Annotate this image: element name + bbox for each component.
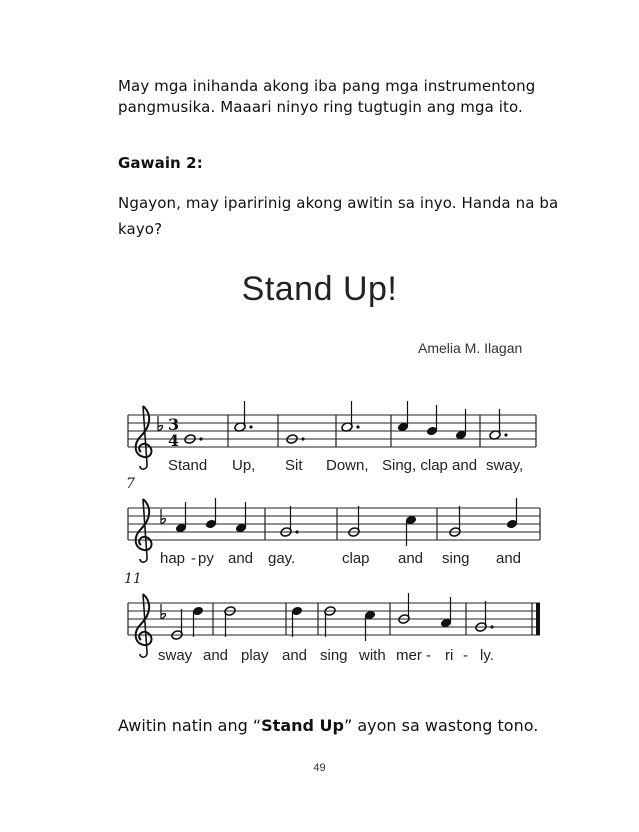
- intro-paragraph: May mga inihanda akong iba pang mga instrumentong pangmusika. Maaari ninyo ring tugtugin ang mga ito.: [118, 77, 536, 116]
- lyric: Up,: [232, 457, 256, 474]
- lyric: and: [228, 550, 254, 567]
- lyric: clap: [342, 550, 370, 567]
- closing-text-before: Awitin natin ang “: [118, 716, 262, 735]
- lyric: -: [463, 647, 468, 664]
- lyric: and: [282, 647, 308, 664]
- closing-text-after: ” ayon sa wastong tono.: [343, 716, 539, 735]
- lyric: Sit: [285, 457, 303, 474]
- closing-song-name: Stand Up: [261, 716, 344, 735]
- lyric: with: [359, 647, 386, 664]
- lyric: sing: [320, 647, 348, 664]
- page-number: 49: [313, 762, 326, 774]
- lyric: sing: [442, 550, 470, 567]
- lyric: py: [198, 550, 214, 567]
- song-composer: Amelia M. Ilagan: [418, 340, 523, 356]
- staff-system-3: [124, 571, 540, 664]
- staff-system-2: [126, 476, 540, 567]
- measure-number: 11: [124, 571, 142, 587]
- lyric: sway: [158, 647, 193, 664]
- lyric: gay.: [268, 550, 296, 567]
- lyric: hap: [160, 550, 186, 567]
- lyric: sway,: [486, 457, 524, 474]
- lyric: and: [203, 647, 229, 664]
- lyric: -: [426, 647, 431, 664]
- lyric: ly.: [480, 647, 494, 664]
- lyric: -: [191, 550, 196, 567]
- lyric: and: [496, 550, 522, 567]
- time-signature-bottom: 4: [168, 431, 180, 450]
- lyric: ri: [445, 647, 454, 664]
- question-paragraph: Ngayon, may iparirinig akong awitin sa inyo. Handa na ba kayo?: [118, 194, 559, 238]
- activity-label: Gawain 2:: [118, 154, 203, 172]
- lyric: play: [241, 647, 269, 664]
- staff-system-1: [128, 401, 536, 474]
- measure-number: 7: [126, 476, 135, 492]
- song-title: Stand Up!: [241, 270, 398, 308]
- closing-instruction: [118, 716, 538, 735]
- lyric: Sing, clap and: [382, 457, 478, 474]
- lyric: Down,: [326, 457, 369, 474]
- lyric: mer: [396, 647, 422, 664]
- lyric: and: [398, 550, 424, 567]
- lyric: Stand: [168, 457, 208, 474]
- time-signature-top: 3: [168, 415, 180, 434]
